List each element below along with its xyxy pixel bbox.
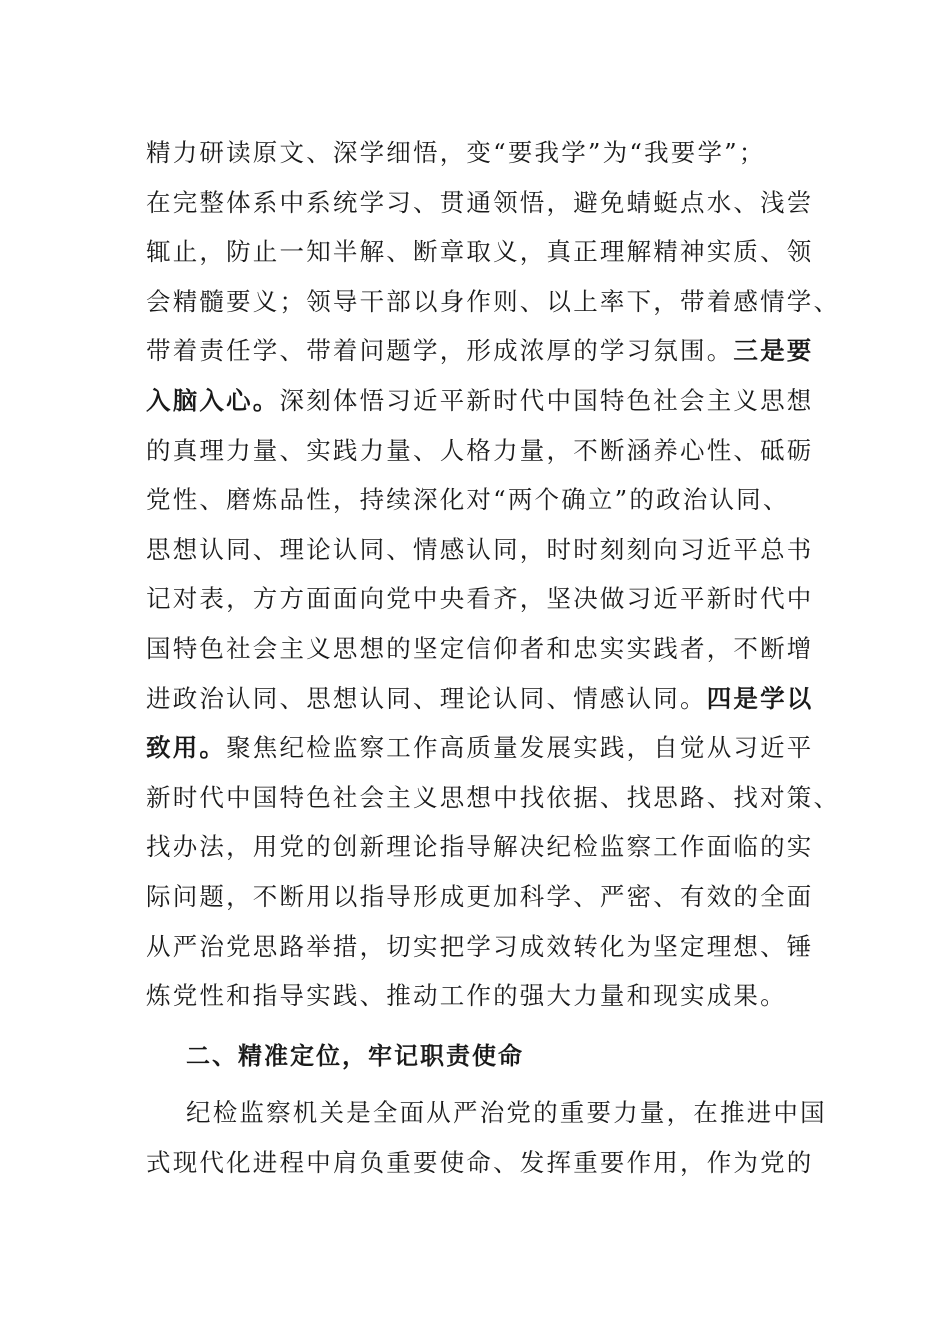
paragraph-positioning (146, 1088, 827, 1187)
paragraph-study (146, 128, 841, 1021)
text-line: 新时代中国特色社会主义思想中找依据、找思路、找对策、 (146, 782, 841, 812)
text-line: 从严治党思路举措，切实把学习成效转化为坚定理想、锤 (146, 931, 814, 961)
point-three-heading: 三是要 (733, 336, 814, 366)
text-line: 记对表，方方面面向党中央看齐，坚决做习近平新时代中 (146, 584, 814, 614)
text-line: 会精髓要义；领导干部以身作则、以上率下，带着感情学、 (146, 286, 841, 316)
text-line: 党性、磨炼品性，持续深化对“两个确立”的政治认同、 (146, 485, 790, 515)
text-line: 思想认同、理论认同、情感认同，时时刻刻向习近平总书 (146, 534, 814, 564)
text-line (146, 376, 814, 426)
text-line: 国特色社会主义思想的坚定信仰者和忠实实践者，不断增 (146, 633, 814, 663)
text-line (146, 326, 814, 376)
text-line: 辄止，防止一知半解、断章取义，真正理解精神实质、领 (146, 237, 814, 267)
text-line: 在完整体系中系统学习、贯通领悟，避免蜻蜓点水、浅尝 (146, 187, 814, 217)
text-run: 深刻体悟习近平新时代中国特色社会主义思想 (279, 385, 814, 415)
text-line: 际问题，不断用以指导形成更加科学、严密、有效的全面 (146, 881, 814, 911)
text-run: 进政治认同、思想认同、理论认同、情感认同。 (146, 683, 707, 713)
section-heading: 二、精准定位，牢记职责使命 (186, 1042, 524, 1070)
text-line: 找办法，用党的创新理论指导解决纪检监察工作面临的实 (146, 832, 814, 862)
text-line (146, 674, 814, 724)
text-run: 带着责任学、带着问题学，形成浓厚的学习氛围。 (146, 336, 734, 366)
text-line: 精力研读原文、深学细悟，变“要我学”为“我要学”； (146, 138, 766, 167)
text-line: 的真理力量、实践力量、人格力量，不断涵养心性、砥砺 (146, 435, 814, 465)
point-four-heading: 四是学以 (706, 683, 814, 713)
text-line: 式现代化进程中肩负重要使命、发挥重要作用，作为党的 (146, 1147, 814, 1177)
text-run: 聚焦纪检监察工作高质量发展实践，自觉从习近平 (226, 733, 814, 763)
text-line (146, 723, 814, 773)
text-line: 炼党性和指导实践、推动工作的强大力量和现实成果。 (146, 981, 787, 1011)
text-line: 纪检监察机关是全面从严治党的重要力量，在推进中国 (186, 1098, 827, 1127)
point-four-heading-cont: 致用。 (146, 733, 227, 763)
point-three-heading-cont: 入脑入心。 (146, 385, 280, 415)
